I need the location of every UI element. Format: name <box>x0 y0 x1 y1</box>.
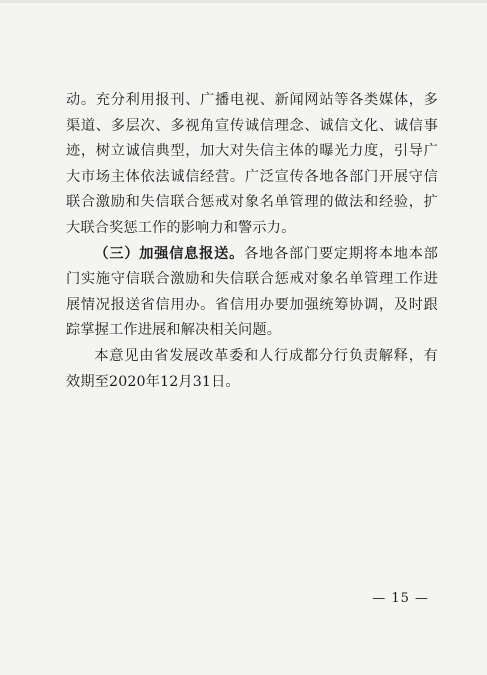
paragraph-information-reporting <box>66 242 438 344</box>
paragraph-interpretation <box>66 344 438 395</box>
section-heading: （三）加强信息报送。 <box>94 245 245 262</box>
paragraph-media-publicity <box>66 88 438 242</box>
paragraph-text: 各地各部门要定期将本地本部门实施守信联合激励和失信联合惩戒对象名单管理工作进展情况报送省信用办。省信用办要加强统筹协调，及时跟踪掌握工作进展和解决相关问题。 <box>66 245 438 339</box>
paragraph-text: 本意见由省发展改革委和人行成都分行负责解释，有效期至2020年12月31日。 <box>66 347 438 390</box>
page-number: — 15 — <box>372 591 429 606</box>
paragraph-text: 动。充分利用报刊、广播电视、新闻网站等各类媒体，多渠道、多层次、多视角宣传诚信理念、诚信文化、诚信事迹，树立诚信典型，加大对失信主体的曝光力度，引导广大市场主体依法诚信经营。广泛宣传各地各部门开展守信联合激励和失信联合惩戒对象名单管理的做法和经验，扩大联合奖惩工作的影响力和警示力。 <box>66 92 438 236</box>
body-text <box>66 88 438 395</box>
scan-edge <box>0 0 487 3</box>
